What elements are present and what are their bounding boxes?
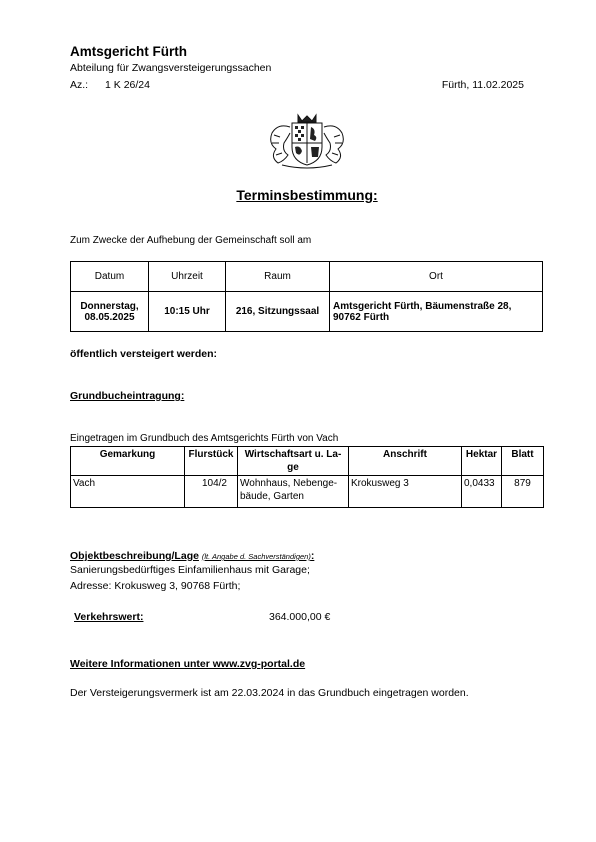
cell-anschrift: Krokusweg 3 [349,476,462,508]
vermerk-text: Der Versteigerungsvermerk ist am 22.03.2024 in das Grundbuch eingetragen worden. [70,687,469,699]
header-ort: Ort [330,262,543,292]
header-uhrzeit: Uhrzeit [149,262,226,292]
header-blatt: Blatt [502,447,544,476]
cell-raum: 216, Sitzungssaal [226,292,330,332]
coat-of-arms-icon [262,113,352,169]
page-title: Terminsbestimmung: [236,187,378,203]
cell-hektar: 0,0433 [462,476,502,508]
header-datum: Datum [71,262,149,292]
datum-weekday: Donnerstag, [80,300,139,312]
wirtschaftsart-line2: ge [287,462,299,473]
objekt-description: Sanierungsbedürftiges Einfamilienhaus mit Garage; [70,564,310,576]
cell-gemarkung: Vach [71,476,185,508]
grundbuch-heading: Grundbucheintragung: [70,390,185,402]
table-header-row [71,447,544,476]
header-flurstueck: Flurstück [185,447,238,476]
department: Abteilung für Zwangsversteigerungssachen [70,62,272,74]
header-wirtschaftsart [238,447,349,476]
info-link[interactable]: Weitere Informationen unter www.zvg-portal.de [70,658,306,670]
intro-text: Zum Zwecke der Aufhebung der Gemeinschaft soll am [70,235,312,246]
grundbuch-intro: Eingetragen im Grundbuch des Amtsgerichts Fürth von Vach [70,433,339,444]
header-gemarkung: Gemarkung [71,447,185,476]
appointment-table [70,261,543,332]
cell-ort [330,292,543,332]
objekt-heading-colon: : [310,550,315,562]
cell-blatt: 879 [502,476,544,508]
cell-datum [71,292,149,332]
objekt-heading-label: Objektbeschreibung/Lage [70,550,199,562]
header-hektar: Hektar [462,447,502,476]
header-raum: Raum [226,262,330,292]
cell-flurstueck: 104/2 [185,476,238,508]
verkehrswert-label: Verkehrswert: [74,611,144,623]
header-anschrift: Anschrift [349,447,462,476]
auction-text: öffentlich versteigert werden: [70,348,218,360]
cell-wirtschaftsart [238,476,349,508]
grundbuch-table [70,446,544,508]
objekt-heading [70,550,314,562]
file-number-value: 1 K 26/24 [105,79,150,91]
court-name: Amtsgericht Fürth [70,44,188,59]
file-number-label: Az.: [70,79,89,91]
place-date: Fürth, 11.02.2025 [441,79,524,91]
wirtschaftsart-value-line1: Wohnhaus, Nebenge- [240,478,338,489]
table-row [71,476,544,508]
datum-date: 08.05.2025 [84,311,135,323]
objekt-heading-note: (lt. Angabe d. Sachverständigen) [201,552,311,561]
wirtschaftsart-line1: Wirtschaftsart u. La- [244,449,342,460]
objekt-address: Adresse: Krokusweg 3, 90768 Fürth; [70,580,241,592]
cell-uhrzeit: 10:15 Uhr [149,292,226,332]
file-number [70,79,150,91]
ort-line2: 90762 Fürth [333,311,390,323]
table-header-row [71,262,543,292]
verkehrswert-value: 364.000,00 € [269,611,331,623]
ort-line1: Amtsgericht Fürth, Bäumenstraße 28, [333,300,512,312]
wirtschaftsart-value-line2: bäude, Garten [240,491,304,502]
table-row [71,292,543,332]
